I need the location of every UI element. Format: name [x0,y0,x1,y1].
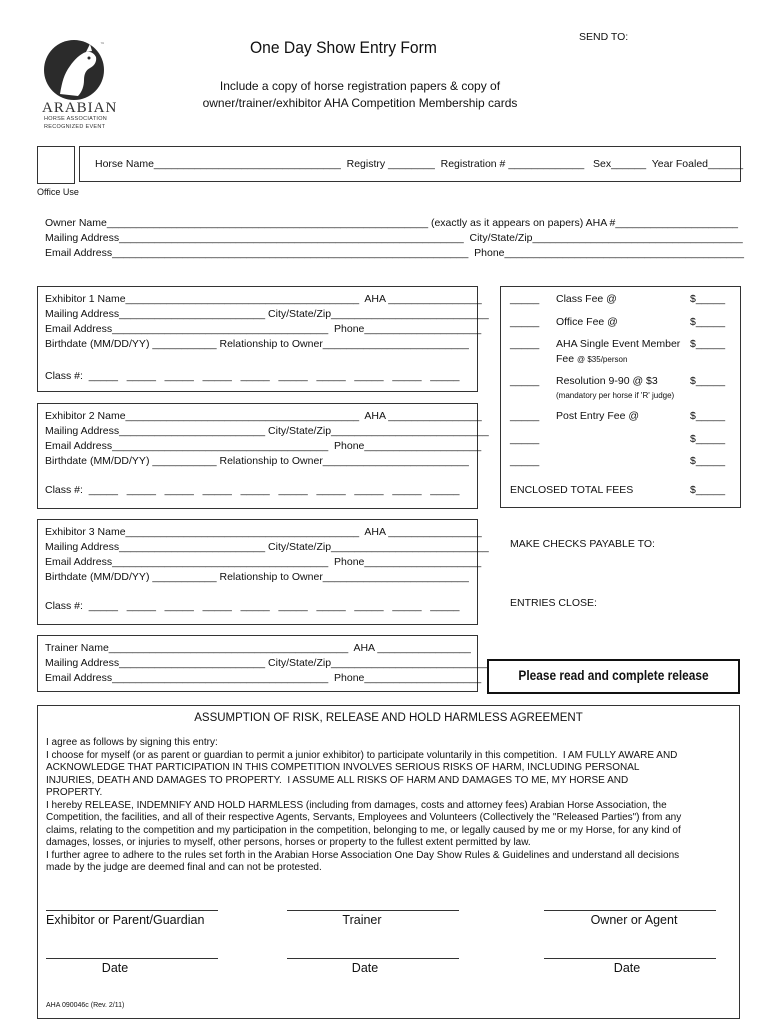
aha-single-label: AHA Single Event Member [556,338,681,350]
exhibitor-signature-line[interactable] [46,910,218,911]
exhibitor-2-address[interactable]: Mailing Address_________________________ City/State/Zip___________________________ [45,425,489,437]
fee-amount-blank[interactable]: $_____ [690,316,726,328]
subtitle-line-2: owner/trainer/exhibitor AHA Competition Membership cards [202,96,518,110]
fee-count-blank[interactable]: _____ [510,433,540,445]
exhibitor-1-name[interactable]: Exhibitor 1 Name________________________________________ AHA ________________ [45,293,482,305]
trainer-signature-label: Trainer [342,913,382,927]
exhibitor-1-address[interactable]: Mailing Address_________________________ City/State/Zip___________________________ [45,308,489,320]
release-line: claims, relating to the competition and my participation in the competition, belonging to me, or legally caused by me or my Horse, for any kind of [46,824,681,836]
fee-amount-blank[interactable]: $_____ [690,455,726,467]
form-code: AHA 090046c (Rev. 2/11) [46,1002,125,1009]
make-checks-label: MAKE CHECKS PAYABLE TO: [510,538,655,550]
fee-count-blank[interactable]: _____ [510,375,540,387]
trainer-date-line[interactable] [287,958,459,959]
release-line: PROPERTY. [46,787,103,798]
office-fee-label: Office Fee @ [556,316,618,328]
please-read-label: Please read and complete release [518,668,709,683]
exhibitor-3-classes[interactable]: Class #: _____ _____ _____ _____ _____ _____ _____ _____ _____ _____ [45,600,460,612]
release-line: ACKNOWLEDGE THAT PARTICIPATION IN THIS COMPETITION INVOLVES SERIOUS RISKS OF HARM, INCLUDING PERSONAL [46,762,640,773]
logo-sub2: RECOGNIZED EVENT [44,124,106,130]
release-line: made by the judge are deemed final and can not be protested. [46,862,322,873]
office-use-box[interactable] [37,146,75,184]
exhibitor-3-address[interactable]: Mailing Address_________________________ City/State/Zip___________________________ [45,541,489,553]
exhibitor-2-classes[interactable]: Class #: _____ _____ _____ _____ _____ _____ _____ _____ _____ _____ [45,484,460,496]
exhibitor-3-birthdate[interactable]: Birthdate (MM/DD/YY) ___________ Relationship to Owner_________________________ [45,571,469,583]
resolution-label: Resolution 9-90 @ $3 [556,375,658,387]
exhibitor-1-birthdate[interactable]: Birthdate (MM/DD/YY) ___________ Relationship to Owner_________________________ [45,338,469,350]
trainer-date-label: Date [351,961,379,975]
exhibitor-1-email[interactable]: Email Address_____________________________________ Phone____________________ [45,323,482,335]
release-line: I agree as follows by signing this entry: [46,737,218,748]
total-amount-blank[interactable]: $_____ [690,484,726,496]
trainer-email[interactable]: Email Address_____________________________________ Phone____________________ [45,672,482,684]
release-heading: ASSUMPTION OF RISK, RELEASE AND HOLD HARMLESS AGREEMENT [194,712,583,724]
logo-sub1: HORSE ASSOCIATION [44,116,108,122]
fee-count-blank[interactable]: _____ [510,455,540,467]
exhibitor-date-line[interactable] [46,958,218,959]
owner-name-line[interactable]: Owner Name_______________________________________________________ (exactly as it appears on papers) AHA #_____________________ [45,217,739,229]
post-entry-label: Post Entry Fee @ [556,410,640,422]
trainer-signature-line[interactable] [287,910,459,911]
class-fee-label: Class Fee @ [556,293,617,305]
exhibitor-3-email[interactable]: Email Address_____________________________________ Phone____________________ [45,556,482,568]
page-title: One Day Show Entry Form [250,38,437,57]
release-line: I hereby RELEASE, INDEMNIFY AND HOLD HARMLESS (including from damages, costs and attorney fees) Arabian Horse Association, the [46,799,667,811]
release-line: damages, losses, or injuries to myself, other persons, horses or property to the fullest extent permitted by law. [46,837,531,848]
release-line: Competition, the facilities, and all of their respective Agents, Servants, Employees and Volunteers (Collectively the "Released Parties") from any [46,812,682,823]
fee-count-blank[interactable]: _____ [510,316,540,328]
release-line: I further agree to adhere to the rules set forth in the Arabian Horse Association One Day Show Rules & Guidelines and understand all decisions [46,849,680,861]
release-body [46,737,681,875]
aha-single-note: @ $35/person [577,355,628,364]
trainer-name[interactable]: Trainer Name_________________________________________ AHA ________________ [45,642,471,654]
aha-logo [40,38,118,134]
entries-close-label: ENTRIES CLOSE: [510,597,597,609]
subtitle-line-1: Include a copy of horse registration papers & copy of [219,79,501,93]
exhibitor-2-birthdate[interactable]: Birthdate (MM/DD/YY) ___________ Relationship to Owner_________________________ [45,455,469,467]
fee-amount-blank[interactable]: $_____ [690,410,726,422]
fee-amount-blank[interactable]: $_____ [690,338,726,350]
fee-count-blank[interactable]: _____ [510,410,540,422]
aha-single-fee-label: Fee [556,353,575,365]
owner-address-line[interactable]: Mailing Address___________________________________________________________ City/State/Zip____________________________________ [45,232,743,244]
trainer-address[interactable]: Mailing Address_________________________ City/State/Zip___________________________ [45,657,489,669]
exhibitor-2-name[interactable]: Exhibitor 2 Name________________________________________ AHA ________________ [45,410,482,422]
exhibitor-signature-label: Exhibitor or Parent/Guardian [46,913,205,927]
svg-text:™: ™ [100,42,105,48]
send-to-label: SEND TO: [579,31,629,43]
owner-email-line[interactable]: Email Address_____________________________________________________________ Phone_________________________________________ [45,247,744,259]
owner-signature-label: Owner or Agent [590,913,678,927]
office-use-label: Office Use [37,187,79,197]
exhibitor-date-label: Date [101,961,129,975]
exhibitor-1-classes[interactable]: Class #: _____ _____ _____ _____ _____ _____ _____ _____ _____ _____ [45,370,460,382]
enclosed-total-label: ENCLOSED TOTAL FEES [510,484,634,496]
release-line: INJURIES, DEATH AND DAMAGES TO PROPERTY. I ASSUME ALL RISKS OF HARM AND DAMAGES TO ME, MY HORSE AND [46,774,629,786]
exhibitor-2-email[interactable]: Email Address_____________________________________ Phone____________________ [45,440,482,452]
owner-date-label: Date [613,961,641,975]
fee-amount-blank[interactable]: $_____ [690,375,726,387]
fee-amount-blank[interactable]: $_____ [690,293,726,305]
please-read-box [487,659,740,694]
horse-head-logo-icon [40,38,112,102]
owner-date-line[interactable] [544,958,716,959]
logo-text: ARABIAN [42,100,118,116]
fee-count-blank[interactable]: _____ [510,293,540,305]
release-line: I choose for myself (or as parent or guardian to permit a junior exhibitor) to participate voluntarily in this competition. I AM FULLY AWARE AND [46,749,678,761]
horse-info-line[interactable]: Horse Name________________________________ Registry ________ Registration # _____________ Sex______ Year Foaled______ [95,158,744,170]
exhibitor-3-name[interactable]: Exhibitor 3 Name________________________________________ AHA ________________ [45,526,482,538]
fee-count-blank[interactable]: _____ [510,338,540,350]
owner-signature-line[interactable] [544,910,716,911]
fee-amount-blank[interactable]: $_____ [690,433,726,445]
resolution-note: (mandatory per horse if 'R' judge) [556,391,675,400]
